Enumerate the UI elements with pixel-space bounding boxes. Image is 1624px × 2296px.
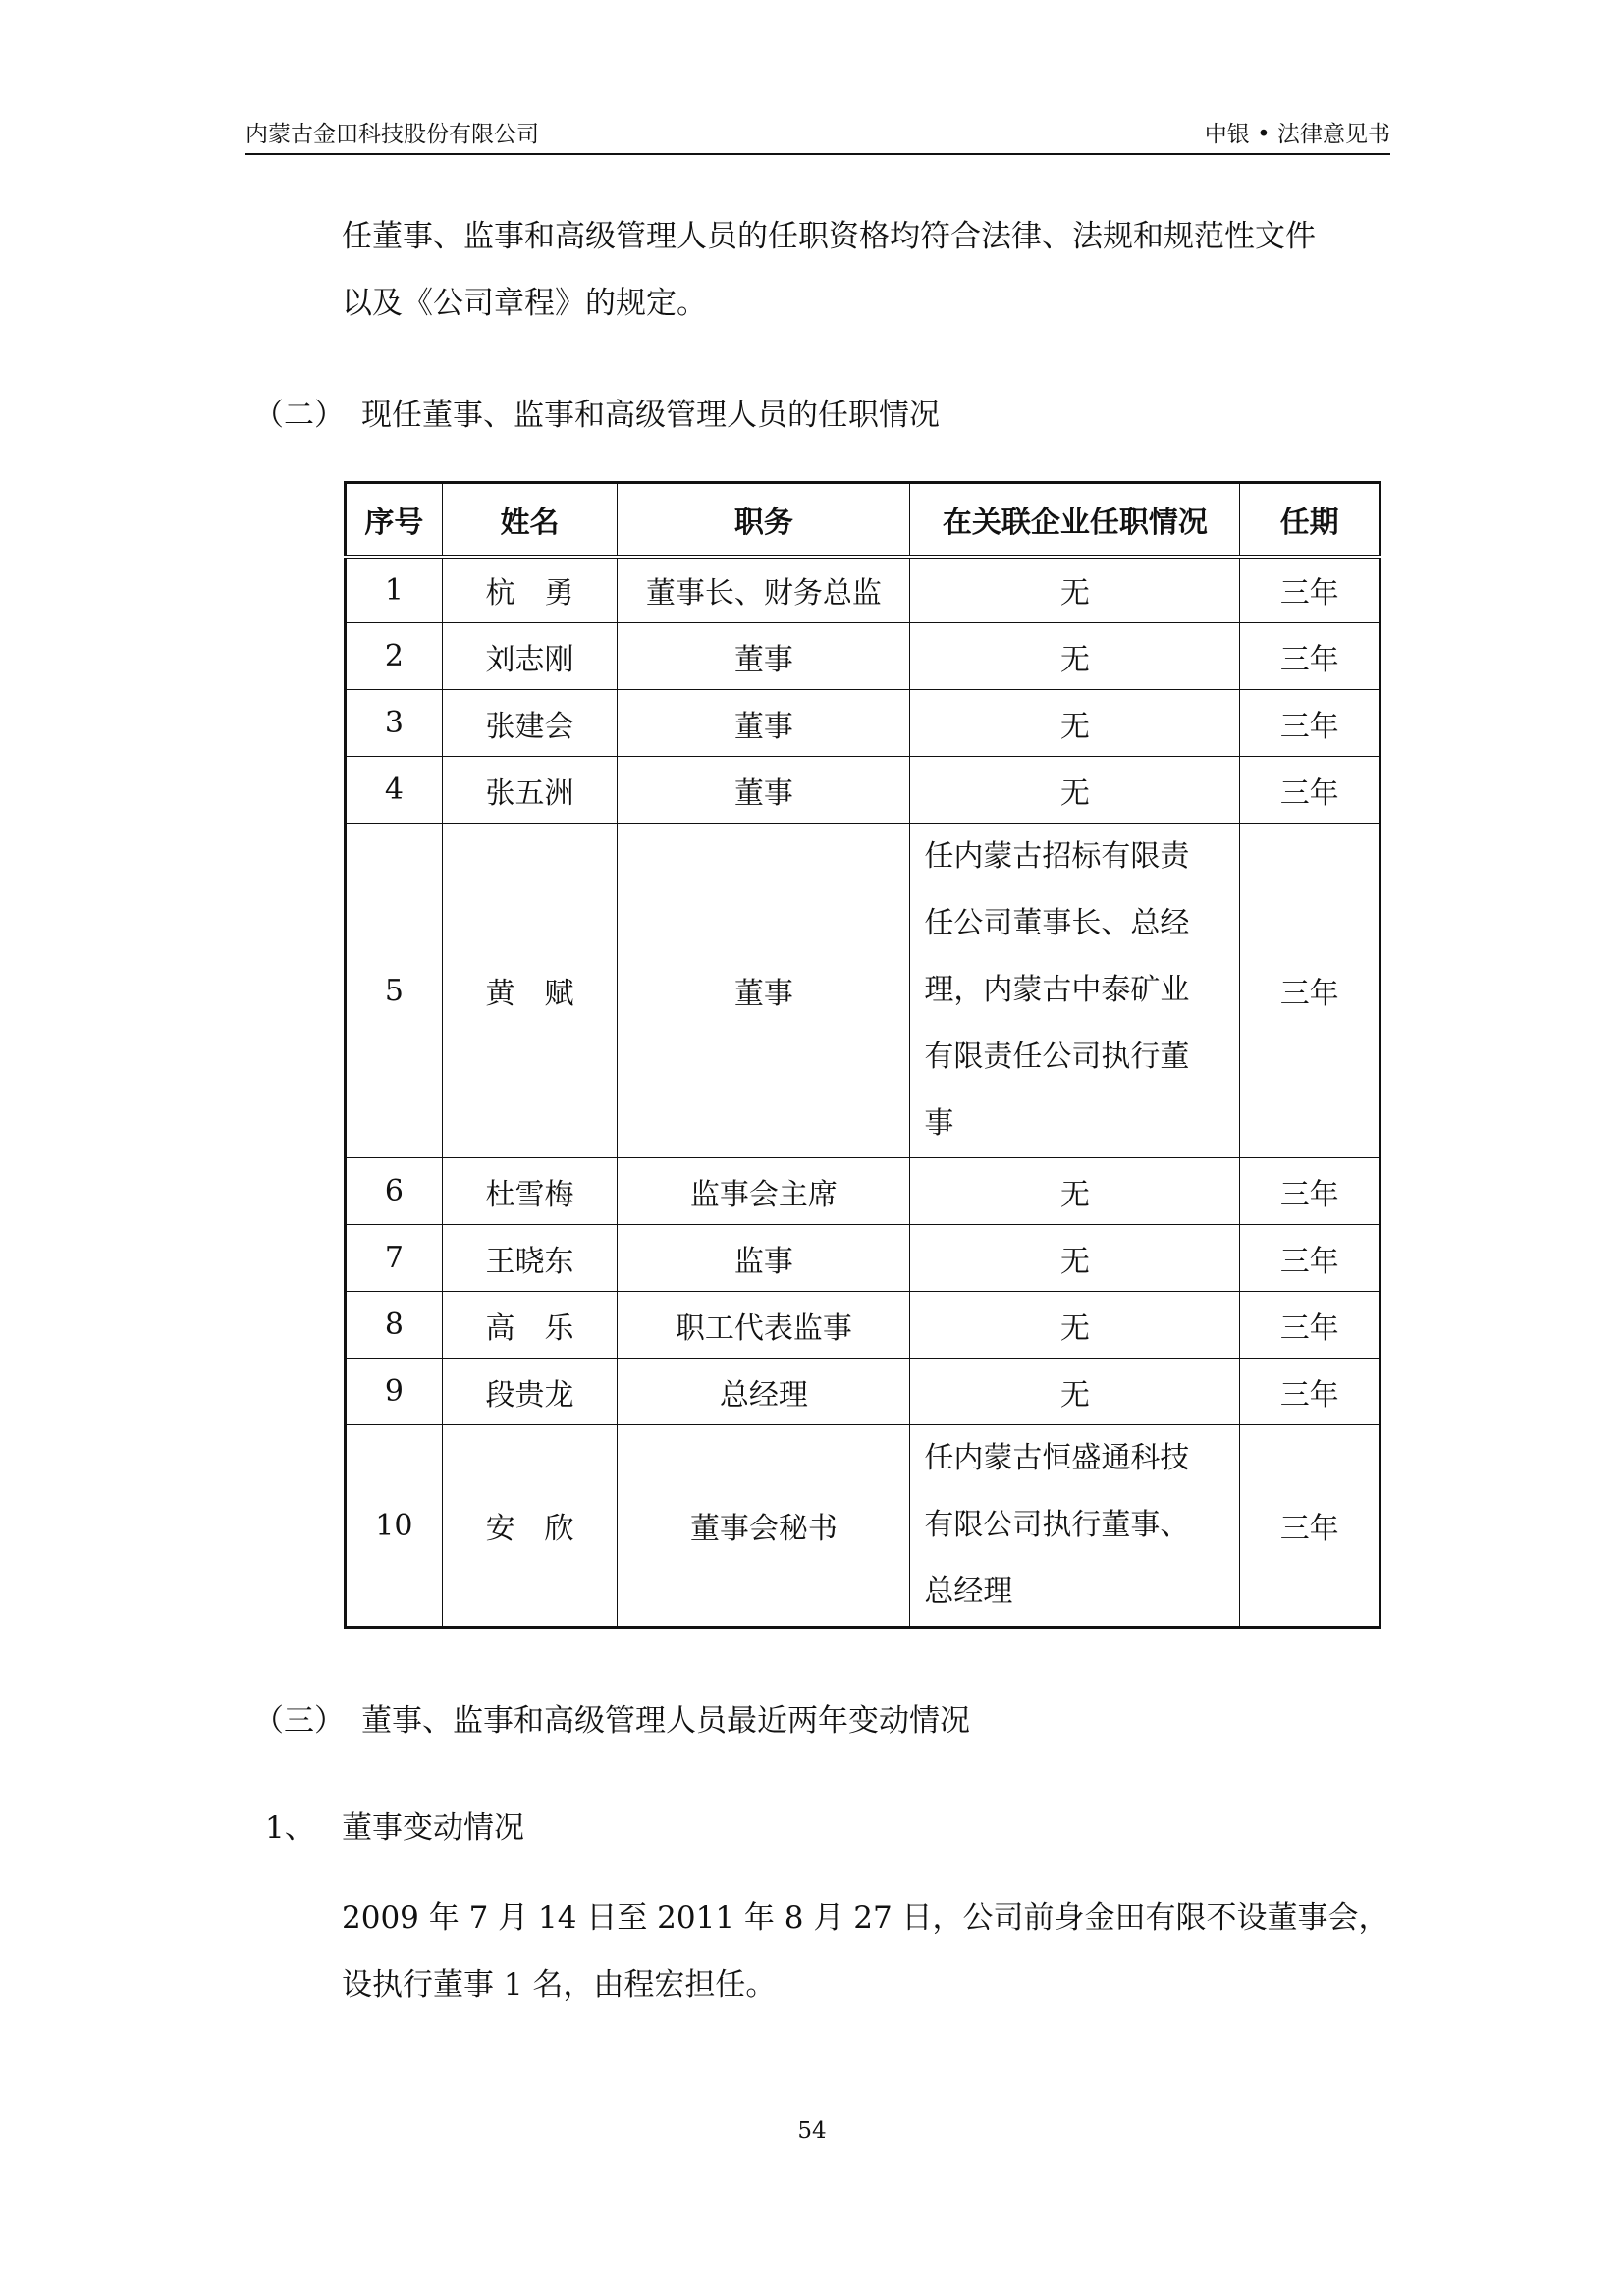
cell-name: 王晓东 (442, 1225, 618, 1292)
cell-name: 杭 勇 (442, 557, 618, 623)
cell-name: 杜雪梅 (442, 1158, 618, 1225)
cell-no: 8 (346, 1292, 443, 1359)
cell-affiliation: 无 (910, 1292, 1240, 1359)
cell-affiliation: 无 (910, 1158, 1240, 1225)
table-row (346, 1158, 1380, 1225)
section-number: （三） (253, 1703, 345, 1738)
cell-affiliation: 无 (910, 557, 1240, 623)
section-heading-2 (253, 390, 940, 434)
cell-no: 10 (346, 1425, 443, 1628)
cell-no: 2 (346, 623, 443, 690)
table-row (346, 824, 1380, 1158)
page-number: 54 (797, 2118, 827, 2144)
cell-position: 董事 (618, 623, 910, 690)
cell-no: 3 (346, 690, 443, 757)
intro-line-1: 任董事、监事和高级管理人员的任职资格均符合法律、法规和规范性文件 (342, 219, 1316, 254)
subsection-number: 1、 (265, 1810, 315, 1845)
cell-no: 6 (346, 1158, 443, 1225)
cell-term: 三年 (1240, 1158, 1380, 1225)
cell-term: 三年 (1240, 1225, 1380, 1292)
cell-no: 5 (346, 824, 443, 1158)
closing-line-2: 设执行董事 1 名，由程宏担任。 (342, 1967, 777, 2002)
section-title: 现任董事、监事和高级管理人员的任职情况 (361, 398, 940, 433)
cell-no: 9 (346, 1359, 443, 1425)
table-body (346, 557, 1380, 1628)
section-heading-3 (253, 1695, 970, 1739)
table-row (346, 1292, 1380, 1359)
cell-affiliation: 无 (910, 757, 1240, 824)
intro-line-2: 以及《公司章程》的规定。 (342, 286, 707, 321)
cell-position: 董事 (618, 757, 910, 824)
cell-name: 安 欣 (442, 1425, 618, 1628)
cell-affiliation (910, 1425, 1240, 1628)
page-header (245, 116, 1390, 155)
affiliation-line: 有限公司执行董事、 (924, 1508, 1190, 1542)
affiliation-line: 总经理 (924, 1575, 1013, 1609)
column-header-no: 序号 (346, 483, 443, 557)
subsection-heading-1 (265, 1802, 524, 1846)
table-header-row (346, 483, 1380, 557)
affiliation-line: 理，内蒙古中泰矿业 (924, 973, 1190, 1007)
cell-position: 董事长、财务总监 (618, 557, 910, 623)
header-document-title: 中银 • 法律意见书 (1204, 122, 1390, 147)
column-header-name: 姓名 (442, 483, 618, 557)
table-row (346, 757, 1380, 824)
section-title: 董事、监事和高级管理人员最近两年变动情况 (361, 1703, 970, 1738)
header-company-name: 内蒙古金田科技股份有限公司 (245, 122, 539, 147)
cell-term: 三年 (1240, 757, 1380, 824)
cell-term: 三年 (1240, 1425, 1380, 1628)
cell-no: 4 (346, 757, 443, 824)
cell-affiliation: 无 (910, 1225, 1240, 1292)
subsection-title: 董事变动情况 (342, 1810, 524, 1845)
cell-affiliation: 无 (910, 623, 1240, 690)
cell-position: 董事会秘书 (618, 1425, 910, 1628)
cell-position: 董事 (618, 690, 910, 757)
cell-position: 职工代表监事 (618, 1292, 910, 1359)
column-header-term: 任期 (1240, 483, 1380, 557)
cell-name: 张五洲 (442, 757, 618, 824)
cell-name: 张建会 (442, 690, 618, 757)
closing-line-1: 2009 年 7 月 14 日至 2011 年 8 月 27 日，公司前身金田有限不设董事会， (342, 1900, 1389, 1936)
cell-no: 7 (346, 1225, 443, 1292)
cell-affiliation (910, 824, 1240, 1158)
cell-name: 黄 赋 (442, 824, 618, 1158)
intro-paragraph (342, 203, 1392, 337)
cell-affiliation: 无 (910, 690, 1240, 757)
cell-name: 段贵龙 (442, 1359, 618, 1425)
affiliation-line: 有限责任公司执行董 (924, 1040, 1190, 1074)
cell-term: 三年 (1240, 690, 1380, 757)
cell-term: 三年 (1240, 557, 1380, 623)
affiliation-line: 任公司董事长、总经 (924, 906, 1190, 940)
cell-name: 刘志刚 (442, 623, 618, 690)
cell-position: 监事 (618, 1225, 910, 1292)
cell-term: 三年 (1240, 1359, 1380, 1425)
cell-position: 董事 (618, 824, 910, 1158)
affiliation-line: 任内蒙古恒盛通科技 (924, 1441, 1190, 1475)
cell-position: 监事会主席 (618, 1158, 910, 1225)
affiliation-line: 事 (924, 1106, 954, 1141)
cell-name: 高 乐 (442, 1292, 618, 1359)
table-row (346, 623, 1380, 690)
table-row (346, 1225, 1380, 1292)
column-header-position: 职务 (618, 483, 910, 557)
table-row (346, 1425, 1380, 1628)
cell-no: 1 (346, 557, 443, 623)
cell-position: 总经理 (618, 1359, 910, 1425)
column-header-affiliation: 在关联企业任职情况 (910, 483, 1240, 557)
closing-paragraph (342, 1885, 1392, 2018)
cell-affiliation: 无 (910, 1359, 1240, 1425)
table-row (346, 557, 1380, 623)
cell-term: 三年 (1240, 824, 1380, 1158)
table-row (346, 1359, 1380, 1425)
personnel-table (344, 481, 1381, 1629)
cell-term: 三年 (1240, 623, 1380, 690)
table-row (346, 690, 1380, 757)
affiliation-line: 任内蒙古招标有限责 (924, 839, 1190, 874)
section-number: （二） (253, 398, 345, 433)
cell-term: 三年 (1240, 1292, 1380, 1359)
